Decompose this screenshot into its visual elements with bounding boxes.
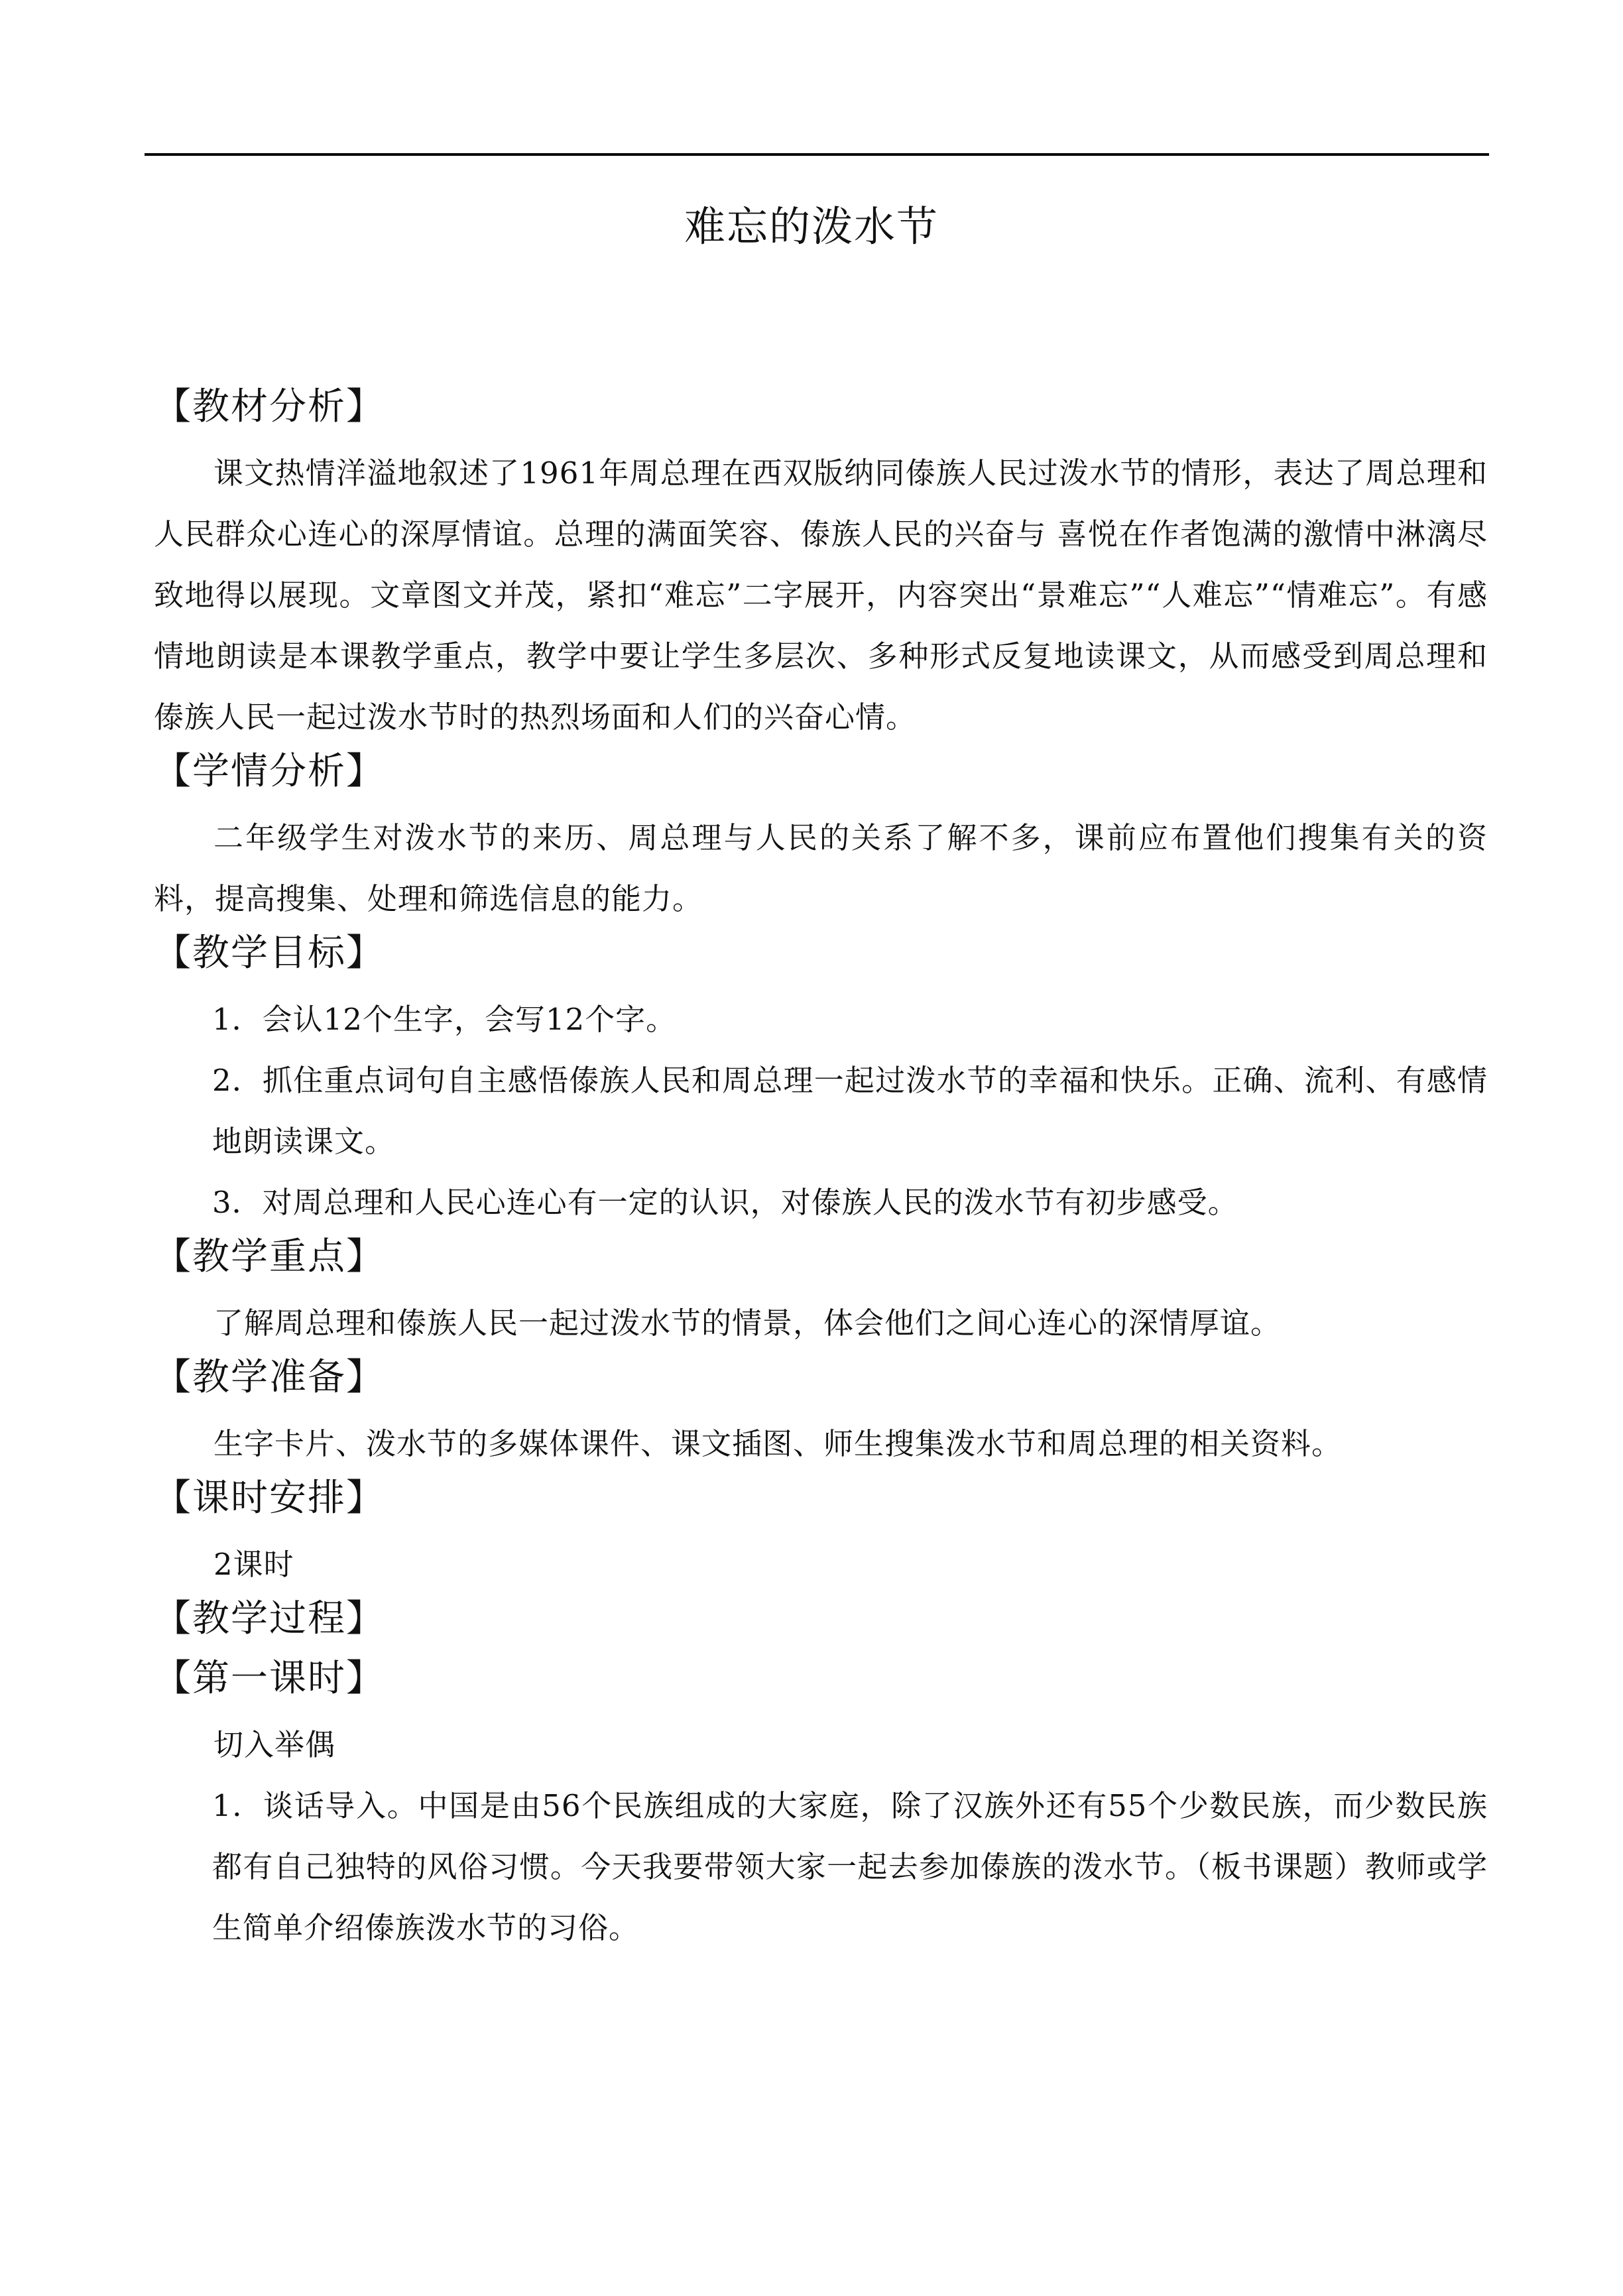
goal-item-3: 3．对周总理和人民心连心有一定的认识，对傣族人民的泼水节有初步感受。 xyxy=(212,1185,1238,1220)
heading-first-lesson: 【第一课时】 xyxy=(154,1657,385,1700)
document-body xyxy=(154,383,1488,1959)
first-lesson-subheading: 切入举偶 xyxy=(213,1727,336,1762)
heading-textbook-analysis: 【教材分析】 xyxy=(154,385,385,428)
heading-process: 【教学过程】 xyxy=(154,1597,385,1640)
heading-preparation: 【教学准备】 xyxy=(154,1356,385,1399)
header-rule xyxy=(145,153,1489,156)
heading-teaching-goals: 【教学目标】 xyxy=(154,932,385,975)
textbook-analysis-text: 课文热情洋溢地叙述了1961年周总理在西双版纳同傣族人民过泼水节的情形，表达了周总理和人民群众心连心的深厚情谊。总理的满面笑容、傣族人民的兴奋与 喜悦在作者饱满的激情中淋漓尽致地得以展现。文章图文并茂，紧扣“难忘”二字展开，内容突出“景难忘”“人难忘”“情难忘”。有感情地朗读是本课教学重点，教学中要让学生多层次、多种形式反复地读课文，从而感受到周总理和傣族人民一起过泼水节时的热烈场面和人们的兴奋心情。 xyxy=(154,455,1488,735)
heading-key-points: 【教学重点】 xyxy=(154,1235,385,1278)
heading-schedule: 【课时安排】 xyxy=(154,1477,385,1520)
student-analysis-text: 二年级学生对泼水节的来历、周总理与人民的关系了解不多，课前应布置他们搜集有关的资料，提高搜集、处理和筛选信息的能力。 xyxy=(154,820,1488,916)
key-points-text: 了解周总理和傣族人民一起过泼水节的情景，体会他们之间心连心的深情厚谊。 xyxy=(213,1305,1282,1341)
preparation-text: 生字卡片、泼水节的多媒体课件、课文插图、师生搜集泼水节和周总理的相关资料。 xyxy=(213,1426,1343,1461)
document-title: 难忘的泼水节 xyxy=(684,202,939,251)
heading-student-analysis: 【学情分析】 xyxy=(154,750,385,793)
goal-item-1: 1．会认12个生字，会写12个字。 xyxy=(212,1002,677,1037)
goal-item-2: 2．抓住重点词句自主感悟傣族人民和周总理一起过泼水节的幸福和快乐。正确、流利、有感情地朗读课文。 xyxy=(212,1063,1488,1159)
first-lesson-item-1: 1．谈话导入。中国是由56个民族组成的大家庭，除了汉族外还有55个少数民族，而少数民族都有自己独特的风俗习惯。今天我要带领大家一起去参加傣族的泼水节。（板书课题）教师或学生简单介绍傣族泼水节的习俗。 xyxy=(212,1788,1488,1945)
schedule-text: 2课时 xyxy=(213,1547,294,1582)
